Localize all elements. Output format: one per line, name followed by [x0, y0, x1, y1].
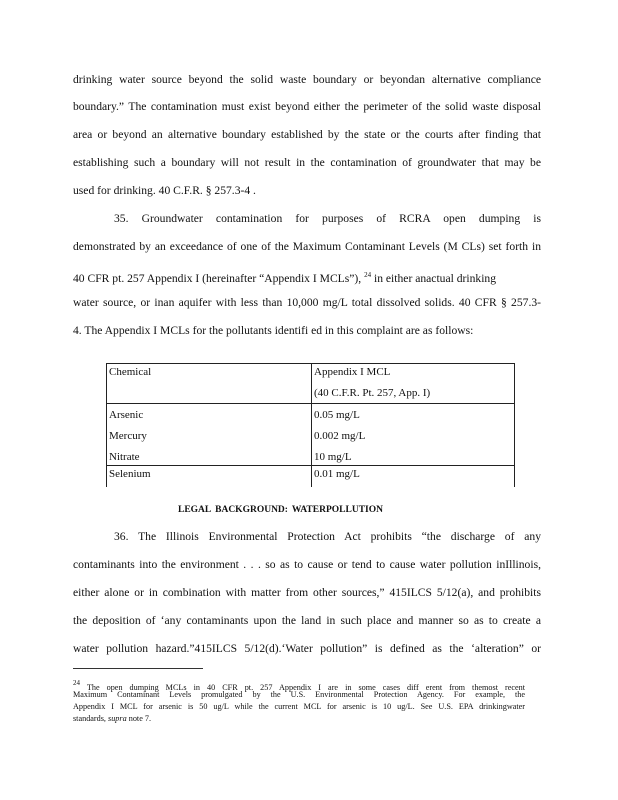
- footnote-italic-text: supra: [108, 714, 127, 723]
- paragraph-36-line: contaminants into the environment . . . so as to cause or tend to cause water pollution inIllinois,: [73, 558, 541, 571]
- footnote-number: 24: [73, 679, 80, 687]
- paragraph-36-line: 36. The Illinois Environmental Protection Act prohibits “the discharge of any: [114, 530, 541, 543]
- paragraph-35-line: water source, or inan aquifer with less than 10,000 mg/L total dissolved solids. 40 CFR § 257.3-: [73, 296, 541, 309]
- paragraph-35-line: demonstrated by an exceedance of one of the Maximum Contaminant Levels (M CLs) set forth in: [73, 240, 541, 253]
- paragraph-line: boundary.” The contamination must exist beyond either the perimeter of the solid waste disposal: [73, 100, 541, 113]
- footnote-line: [73, 714, 525, 725]
- heading-word: WATERPOLLUTION: [291, 505, 383, 515]
- table-cell-mcl: [312, 404, 515, 466]
- paragraph-line: drinking water source beyond the solid waste boundary or beyondan alternative compliance: [73, 73, 541, 86]
- footnote-reference: 24: [364, 271, 372, 279]
- paragraph-36-line: the deposition of ‘any contaminants upon the land in such place and manner so as to create a: [73, 614, 541, 627]
- mcl-value: 0.01 mg/L: [312, 466, 515, 488]
- table-header-row: [107, 364, 515, 404]
- table-header-chemical: Chemical: [107, 364, 312, 404]
- table-row: [107, 404, 515, 466]
- mcl-table: [106, 363, 515, 487]
- paragraph-35-line: 35. Groundwater contamination for purposes of RCRA open dumping is: [114, 212, 541, 225]
- table-header-mcl-line: (40 C.F.R. Pt. 257, App. I): [314, 387, 431, 399]
- paragraph-35-text: in either anactual drinking: [374, 272, 497, 285]
- heading-word: LEGAL: [178, 505, 212, 515]
- mcl-value: 0.05 mg/L: [314, 409, 360, 421]
- paragraph-35-text: 40 CFR pt. 257 Appendix I (hereinafter “Appendix I MCLs”),: [73, 272, 362, 285]
- footnote-text: The open dumping MCLs in 40 CFR pt. 257 Appendix I are in some cases diff erent from themost recent: [80, 683, 525, 692]
- mcl-value: 0.002 mg/L: [314, 430, 366, 442]
- footnote-line: Maximum Contaminant Levels promulgated by the U.S. Environmental Protection Agency. For example, the: [73, 690, 525, 699]
- heading-word: BACKGROUND:: [215, 505, 288, 515]
- paragraph-35-line: 4. The Appendix I MCLs for the pollutants identifi ed in this complaint are as follows:: [73, 324, 474, 337]
- paragraph-line: area or beyond an alternative boundary established by the state or the courts after finding that: [73, 128, 541, 141]
- chemical-name: Mercury: [109, 430, 147, 442]
- paragraph-line: establishing such a boundary will not result in the contamination of groundwater that may be: [73, 156, 541, 169]
- chemical-name: Arsenic: [109, 409, 144, 421]
- mcl-value: 10 mg/L: [314, 451, 352, 463]
- paragraph-35-line: [73, 268, 541, 286]
- section-heading: [178, 505, 383, 515]
- table-cell-chemical: [107, 404, 312, 466]
- table-header-mcl-line: Appendix I MCL: [314, 366, 391, 378]
- footnote-line: Appendix I MCL for arsenic is 50 ug/L while the current MCL for arsenic is 10 ug/L. See U.S. EPA drinkingwater: [73, 702, 525, 711]
- chemical-name: Selenium: [107, 466, 312, 488]
- table-row: [107, 466, 515, 488]
- footnote-text: note 7.: [126, 714, 152, 723]
- paragraph-36-line: water pollution hazard.”415ILCS 5/12(d).‘Water pollution” is defined as the ‘alteration” or: [73, 642, 541, 655]
- table-header-mcl: [312, 364, 515, 404]
- paragraph-line: used for drinking. 40 C.F.R. § 257.3-4 .: [73, 184, 256, 197]
- footnote-divider: [73, 668, 203, 669]
- paragraph-36-line: either alone or in combination with matter from other sources,” 415ILCS 5/12(a), and prohibits: [73, 586, 541, 599]
- footnote-text: standards,: [73, 714, 109, 723]
- chemical-name: Nitrate: [109, 451, 140, 463]
